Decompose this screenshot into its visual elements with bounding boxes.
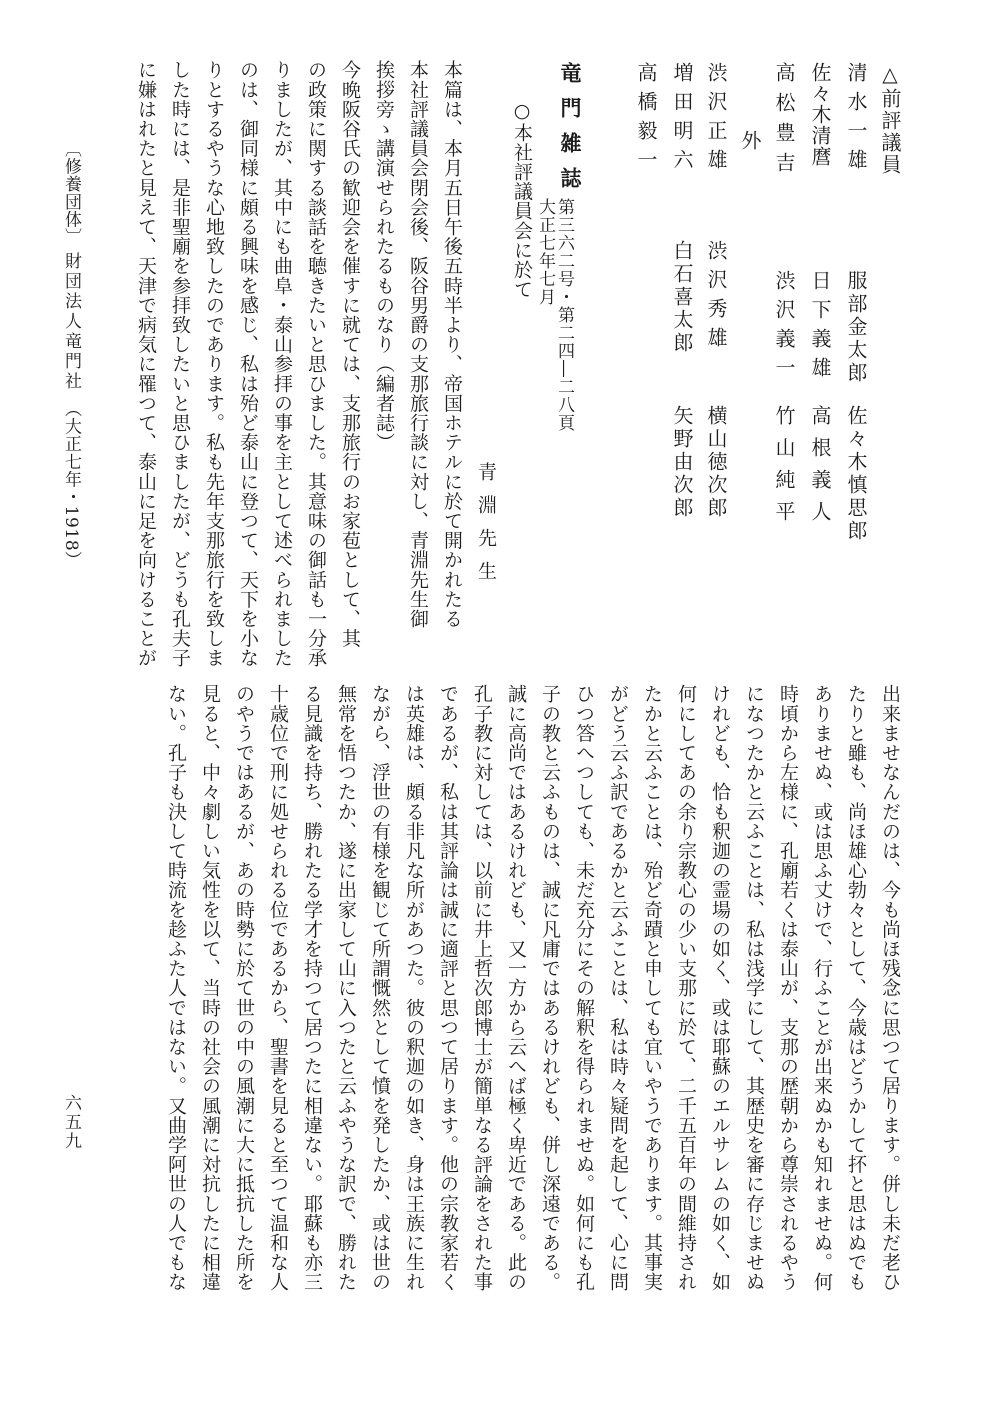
council-member: 佐々木慎思郎 <box>844 405 868 543</box>
text-column: たりと雖も、尚ほ雄心勃々として、今歳はどうかして抔と思はぬでも <box>845 684 867 1292</box>
text-column: 本社評議員会閉会後、阪谷男爵の支那旅行談に対し、青淵先生御 <box>407 60 429 629</box>
magazine-title: 竜門雑誌 <box>558 62 583 202</box>
council-member: 高橋毅一 <box>634 62 658 178</box>
text-column: ありませぬ、或は思ふ丈けで、行ふことが出来ぬかも知れませぬ。何 <box>811 684 833 1292</box>
text-column: けれども、恰も釈迦の霊場の如く、或は耶蘇のエルサレムの如く、如 <box>709 684 731 1292</box>
text-column: 挨拶旁ゝ講演せられたるものなり（編者誌） <box>373 60 395 452</box>
text-column: 何にしてあの余り宗教心の少い支那に於て、二千五百年の間維持され <box>675 684 697 1292</box>
text-column: たかと云ふことは、殆ど奇蹟と申しても宜いやうであります。其事実 <box>641 684 663 1292</box>
text-column: 出来ませなんだのは、今も尚ほ残念に思つて居ります。併し未だ老ひ <box>879 684 901 1292</box>
council-member: 服部金太郎 <box>844 270 868 385</box>
council-header: △前評議員 <box>878 62 902 176</box>
council-member: 渋沢秀雄 <box>704 240 728 356</box>
council-member: 日下義雄 <box>808 270 832 386</box>
text-column: 子の教と云ふものは、誠に凡庸ではあるけれども、併し深遠である。 <box>539 684 561 1292</box>
text-column: 無常を悟つたか、遂に出家して山に入つたと云ふやうな訳で、勝れた <box>335 684 357 1292</box>
council-member: 増田明六 <box>670 62 694 178</box>
text-column: に嫌はれたと見えて、天津で病気に罹つて、泰山に足を向けることが <box>135 60 157 668</box>
text-column: になつたかと云ふことは、私は浅学にして、其歴史を審に存じませぬ <box>743 684 765 1292</box>
section-heading: ○本社評議員会に於て <box>511 100 533 299</box>
article-author: 青淵先生 <box>475 462 497 594</box>
footer-organization: 財団法人竜門社 <box>61 252 81 392</box>
text-column: 今晩阪谷氏の歓迎会を催すに就ては、支那旅行のお家苞として、其 <box>339 60 361 648</box>
council-member: 横山徳次郎 <box>704 405 728 520</box>
text-column: ながら、浮世の有様を観じて所謂慨然として憤を発したか、或は世の <box>369 684 391 1292</box>
footer-era: （大正七年・1918） <box>61 400 81 569</box>
council-member: 渋沢正雄 <box>704 62 728 178</box>
council-member: 白石喜太郎 <box>670 240 694 355</box>
council-member: 清水一雄 <box>844 62 868 178</box>
text-column: ない。孔子も決して時流を趁ふた人ではない。又曲学阿世の人でもな <box>165 684 187 1292</box>
text-column: 見ると、中々劇しい気性を以て、当時の社会の風潮に対抗したに相違 <box>199 684 221 1292</box>
text-column: りとするやうな心地致したのであります。私も先年支那旅行を致しま <box>203 60 225 668</box>
text-column: 時頃から左様に、孔廟若くは泰山が、支那の歴朝から尊崇されるやう <box>777 684 799 1292</box>
text-column: がどう云ふ訳であるかと云ふことは、私は時々疑問を起して、心に問 <box>607 684 629 1292</box>
text-column: のは、御同様に頗る興味を感じ、私は殆ど泰山に登つて、天下を小な <box>237 60 259 668</box>
council-member: 矢野由次郎 <box>670 405 694 520</box>
text-column: 孔子教に対しては、以前に井上哲次郎博士が簡単なる評論をされた事 <box>471 684 493 1292</box>
text-column: る見識を持ち、勝れたる学才を持つて居つたに相違ない。耶蘇も亦三 <box>301 684 323 1292</box>
text-column: ひつ答へつしても、未だ充分にその解釈を得られませぬ。如何にも孔 <box>573 684 595 1292</box>
text-column: であるが、私は其評論は誠に適評と思つて居ります。他の宗教家若く <box>437 684 459 1292</box>
text-column: りましたが、其中にも曲阜・泰山参拝の事を主として述べられました <box>271 60 293 668</box>
council-member: 佐々木清麿 <box>808 62 832 167</box>
page-number: 六五九 <box>61 1094 81 1151</box>
footer-category: 〔修養団体〕 <box>61 140 81 246</box>
council-member: 高根義人 <box>808 405 832 533</box>
text-column: の政策に関する談話を聴きたいと思ひました。其意味の御話も一分承 <box>305 60 327 668</box>
text-column: 十歳位で刑に処せられる位であるから、聖書を見ると至つて温和な人 <box>267 684 289 1292</box>
text-column: 本篇は、本月五日午後五時半より、帝国ホテルに於て開かれたる <box>441 60 463 629</box>
text-column: のやうではあるが、あの時勢に於て世の中の風潮に大に抵抗した所を <box>233 684 255 1292</box>
council-member: 高松豊吉 <box>772 62 796 182</box>
council-other-mark: 外 <box>738 130 762 159</box>
magazine-date: 大正七年七月 <box>535 198 555 306</box>
text-column: 誠に高尚ではあるけれども、又一方から云へば極く卑近である。此の <box>505 684 527 1292</box>
council-member: 竹山純平 <box>772 405 796 533</box>
text-column: は英雄は、頗る非凡な所があつた。彼の釈迦の如き、身は王族に生れ <box>403 684 425 1292</box>
text-column: した時には、是非聖廟を参拝致したいと思ひましたが、どうも孔夫子 <box>169 60 191 668</box>
magazine-issue: 第三六二号・第二四―二八頁 <box>554 198 574 432</box>
council-member: 渋沢義一 <box>772 270 796 386</box>
